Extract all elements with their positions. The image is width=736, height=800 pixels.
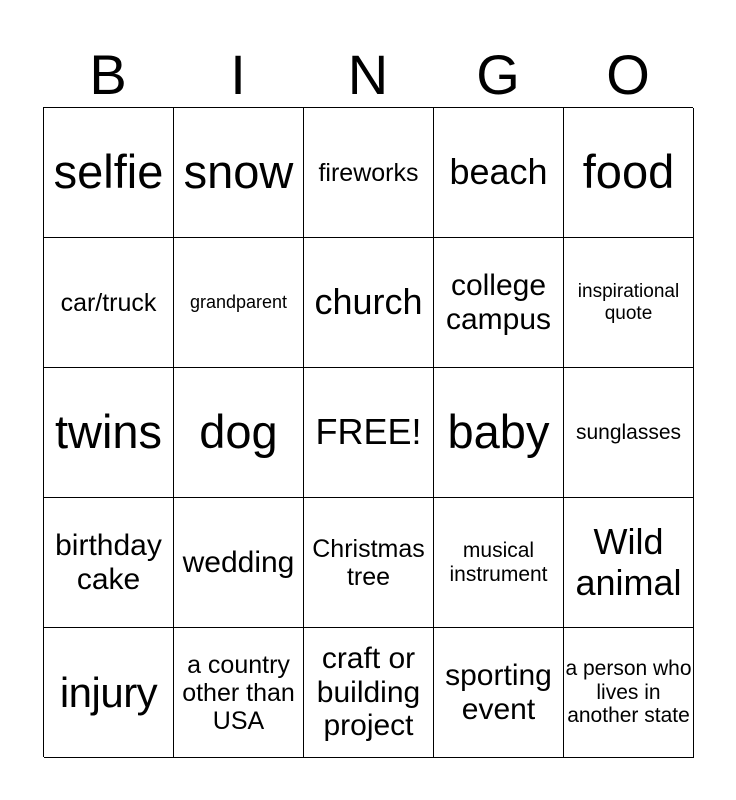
bingo-cell-r4c1[interactable] <box>44 498 174 628</box>
cell-label: Christmas tree <box>312 534 425 591</box>
bingo-cell-r2c1[interactable] <box>44 238 174 368</box>
bingo-cell-r4c3[interactable] <box>304 498 434 628</box>
cell-label: musical instrument <box>449 538 548 586</box>
bingo-cell-r2c4[interactable] <box>434 238 564 368</box>
cell-label: church <box>314 281 423 323</box>
cell-label: sporting event <box>445 658 552 726</box>
cell-label: craft or building project <box>316 642 421 743</box>
cell-label: college campus <box>445 268 552 336</box>
bingo-cell-r1c1[interactable] <box>44 108 174 238</box>
header-letter-i: I <box>230 43 246 106</box>
cell-label: food <box>582 145 675 199</box>
bingo-cell-r4c5[interactable] <box>564 498 694 628</box>
bingo-cell-r3c2[interactable] <box>174 368 304 498</box>
cell-label: beach <box>449 151 548 193</box>
header-letter-g: G <box>476 43 520 106</box>
cell-label: a person who lives in another state <box>565 657 692 728</box>
bingo-cell-r1c2[interactable] <box>174 108 304 238</box>
bingo-cell-r2c3[interactable] <box>304 238 434 368</box>
cell-label: birthday cake <box>55 528 162 596</box>
cell-label: injury <box>59 668 158 716</box>
cell-label: twins <box>54 405 163 459</box>
cell-label: a country other than USA <box>182 650 295 735</box>
bingo-header <box>43 44 693 106</box>
cell-label: grandparent <box>189 292 288 313</box>
bingo-cell-r3c1[interactable] <box>44 368 174 498</box>
header-letter-n: N <box>347 43 389 106</box>
bingo-cell-r3c4[interactable] <box>434 368 564 498</box>
free-space-label: FREE! <box>315 411 422 453</box>
bingo-cell-r1c5[interactable] <box>564 108 694 238</box>
cell-label: inspirational quote <box>577 281 680 324</box>
bingo-cell-free[interactable] <box>304 368 434 498</box>
cell-label: Wild animal <box>575 521 682 603</box>
cell-label: fireworks <box>318 158 419 187</box>
bingo-cell-r5c4[interactable] <box>434 628 564 758</box>
bingo-cell-r2c5[interactable] <box>564 238 694 368</box>
bingo-cell-r5c5[interactable] <box>564 628 694 758</box>
bingo-cell-r2c2[interactable] <box>174 238 304 368</box>
cell-label: selfie <box>53 145 164 199</box>
cell-label: baby <box>447 405 550 459</box>
bingo-cell-r1c3[interactable] <box>304 108 434 238</box>
bingo-cell-r5c2[interactable] <box>174 628 304 758</box>
bingo-cell-r1c4[interactable] <box>434 108 564 238</box>
header-letter-o: O <box>606 43 650 106</box>
cell-label: snow <box>183 145 294 199</box>
cell-label: sunglasses <box>575 420 682 444</box>
cell-label: wedding <box>182 545 295 579</box>
header-letter-b: B <box>89 43 127 106</box>
bingo-cell-r4c2[interactable] <box>174 498 304 628</box>
cell-label: car/truck <box>60 288 157 317</box>
cell-label: dog <box>199 405 278 459</box>
bingo-cell-r3c5[interactable] <box>564 368 694 498</box>
bingo-cell-r5c1[interactable] <box>44 628 174 758</box>
bingo-cell-r4c4[interactable] <box>434 498 564 628</box>
bingo-board <box>43 107 693 757</box>
bingo-cell-r5c3[interactable] <box>304 628 434 758</box>
